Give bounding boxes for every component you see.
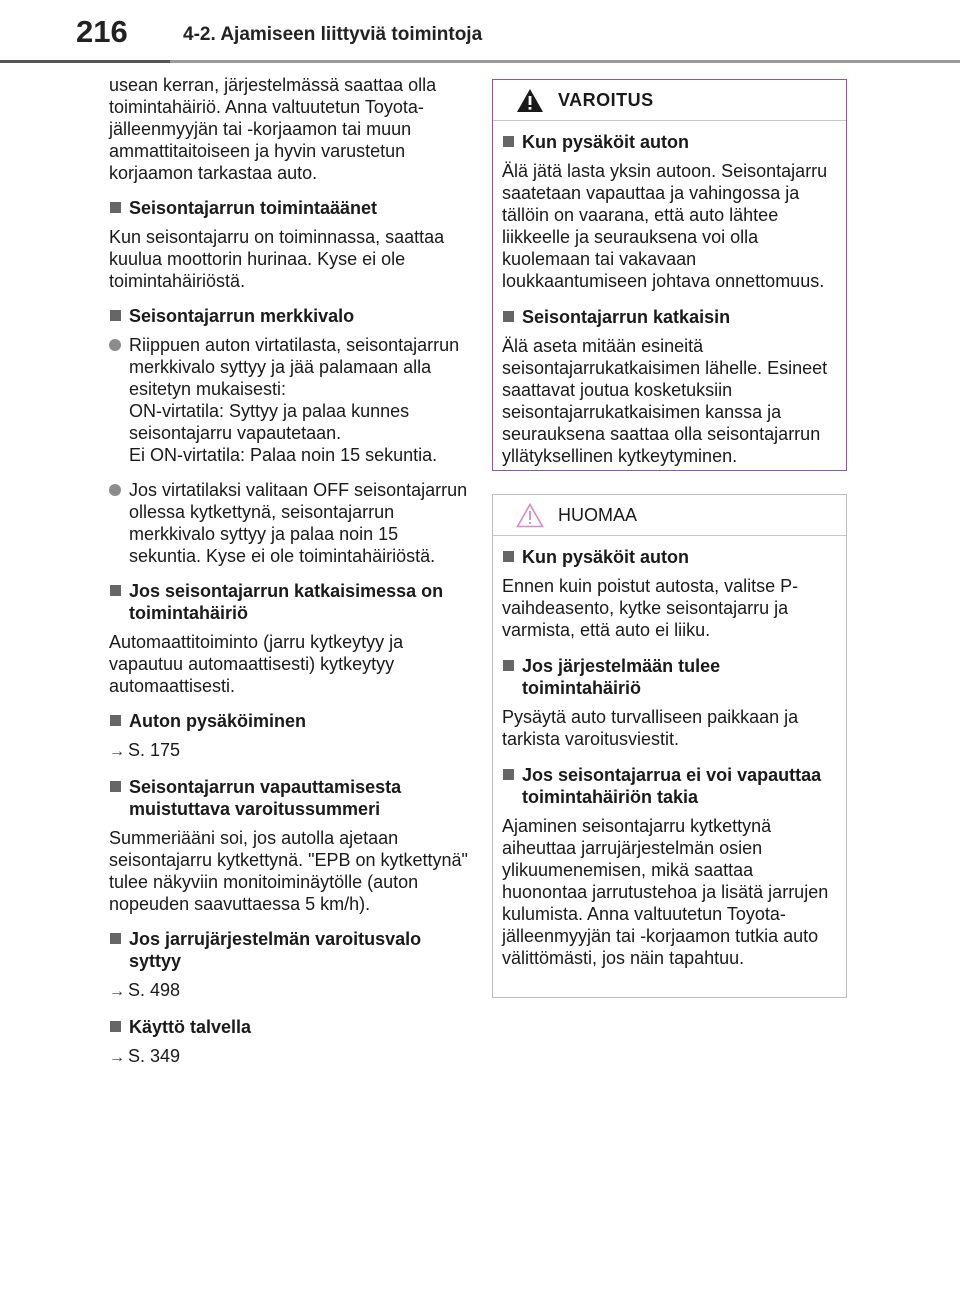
square-bullet-icon (110, 715, 121, 726)
section-heading: Käyttö talvella (109, 1016, 469, 1038)
round-bullet-icon (109, 484, 121, 496)
warning-header (493, 80, 846, 121)
section-heading: Jos jarrujärjestelmän varoitusvalo syttyy (109, 928, 469, 972)
notice-box (492, 494, 847, 998)
square-bullet-icon (110, 781, 121, 792)
notice-title: HUOMAA (558, 505, 638, 525)
square-bullet-icon (110, 202, 121, 213)
notice-heading: Kun pysäköit auton (502, 546, 836, 568)
section-text: Summeriääni soi, jos autolla ajetaan seisontajarru kytkettynä. "EPB on kytkettynä" tulee näkyviin monitoiminäytölle (auton nopeuden saavuttaessa 5 km/h). (109, 828, 468, 914)
section-text: Kun seisontajarru on toiminnassa, saattaa kuulua moottorin hurinaa. Kyse ei ole toimintahäiriöstä. (109, 227, 445, 291)
list-item: Riippuen auton virtatilasta, seisontajarrun merkkivalo syttyy ja jää palamaan alla esitetyn mukaisesti: ON-virtatila: Syttyy ja palaa kunnes seisontajarru vapautetaan. Ei ON-virtatila: Palaa noin 15 sekuntia. (109, 334, 469, 466)
page-reference[interactable]: → S. 349 (109, 1045, 469, 1069)
section-heading: Jos seisontajarrun katkaisimessa on toimintahäiriö (109, 580, 469, 624)
notice-heading: Jos järjestelmään tulee toimintahäiriö (502, 655, 836, 699)
notice-text: Pysäytä auto turvalliseen paikkaan ja tarkista varoitusviestit. (502, 707, 799, 749)
square-bullet-icon (503, 769, 514, 780)
warning-heading: Seisontajarrun katkaisin (502, 306, 836, 328)
square-bullet-icon (110, 310, 121, 321)
notice-header (493, 495, 846, 536)
square-bullet-icon (110, 933, 121, 944)
warning-heading: Kun pysäköit auton (502, 131, 836, 153)
warning-text: Älä jätä lasta yksin autoon. Seisontajarru saatetaan vapauttaa ja vahingossa ja tällöin on vaarana, että auto lähtee liikkeelle ja seurauksena voi olla kuolemaan tai vakavaan loukkaantumiseen johtava onnettomuus. (502, 161, 828, 291)
square-bullet-icon (110, 1021, 121, 1032)
warning-triangle-icon (516, 88, 544, 113)
warning-box (492, 79, 847, 471)
notice-text: Ennen kuin poistut autosta, valitse P-vaihdeasento, kytke seisontajarru ja varmista, että auto ei liiku. (502, 576, 799, 640)
arrow-right-icon: → (109, 1049, 125, 1066)
arrow-right-icon: → (109, 983, 125, 1000)
caution-triangle-icon (516, 503, 544, 528)
page-number: 216 (76, 14, 128, 49)
intro-text: usean kerran, järjestelmässä saattaa olla toimintahäiriö. Anna valtuutetun Toyota-jälleenmyyjän tai -korjaamon tai muun ammattitaitoiseen ja hyvin varustetun korjaamon tarkastaa auto. (109, 75, 437, 183)
notice-text: Ajaminen seisontajarru kytkettynä aiheuttaa jarrujärjestelmän osien ylikuumenemisen, mikä saattaa huonontaa jarrutustehoa ja lisätä jarrujen kulumista. Anna valtuutetun Toyota-jälleenmyyjän tai -korjaamon tutkia auto välittömästi, jos näin tapahtuu. (502, 816, 829, 968)
square-bullet-icon (503, 311, 514, 322)
page-reference[interactable]: → S. 175 (109, 739, 469, 763)
header-rule-accent (0, 60, 170, 63)
round-bullet-icon (109, 339, 121, 351)
section-heading: Seisontajarrun toimintaäänet (109, 197, 469, 219)
warning-title: VAROITUS (558, 90, 654, 110)
list-item: Jos virtatilaksi valitaan OFF seisontajarrun ollessa kytkettynä, seisontajarrun merkkivalo syttyy ja palaa noin 15 sekuntia. Kyse ei ole toimintahäiriöstä. (109, 479, 469, 567)
square-bullet-icon (110, 585, 121, 596)
section-heading: Seisontajarrun merkkivalo (109, 305, 469, 327)
warning-text: Älä aseta mitään esineitä seisontajarrukatkaisimen lähelle. Esineet saattavat joutua kosketuksiin seisontajarrukatkaisimen kanssa ja seurauksena saattaa olla seisontajarrun yllätyksellinen kytkeytyminen. (502, 336, 828, 466)
section-text: Automaattitoiminto (jarru kytkeytyy ja vapautuu automaattisesti) kytkeytyy automaattisesti. (109, 632, 404, 696)
page-reference[interactable]: → S. 498 (109, 979, 469, 1003)
square-bullet-icon (503, 660, 514, 671)
section-heading: Auton pysäköiminen (109, 710, 469, 732)
arrow-right-icon: → (109, 743, 125, 760)
square-bullet-icon (503, 136, 514, 147)
chapter-title: 4-2. Ajamiseen liittyviä toimintoja (183, 24, 483, 45)
main-column (109, 74, 469, 1082)
square-bullet-icon (503, 551, 514, 562)
notice-heading: Jos seisontajarrua ei voi vapauttaa toimintahäiriön takia (502, 764, 836, 808)
page-header (0, 0, 960, 62)
section-heading: Seisontajarrun vapauttamisesta muistuttava varoitussummeri (109, 776, 469, 820)
